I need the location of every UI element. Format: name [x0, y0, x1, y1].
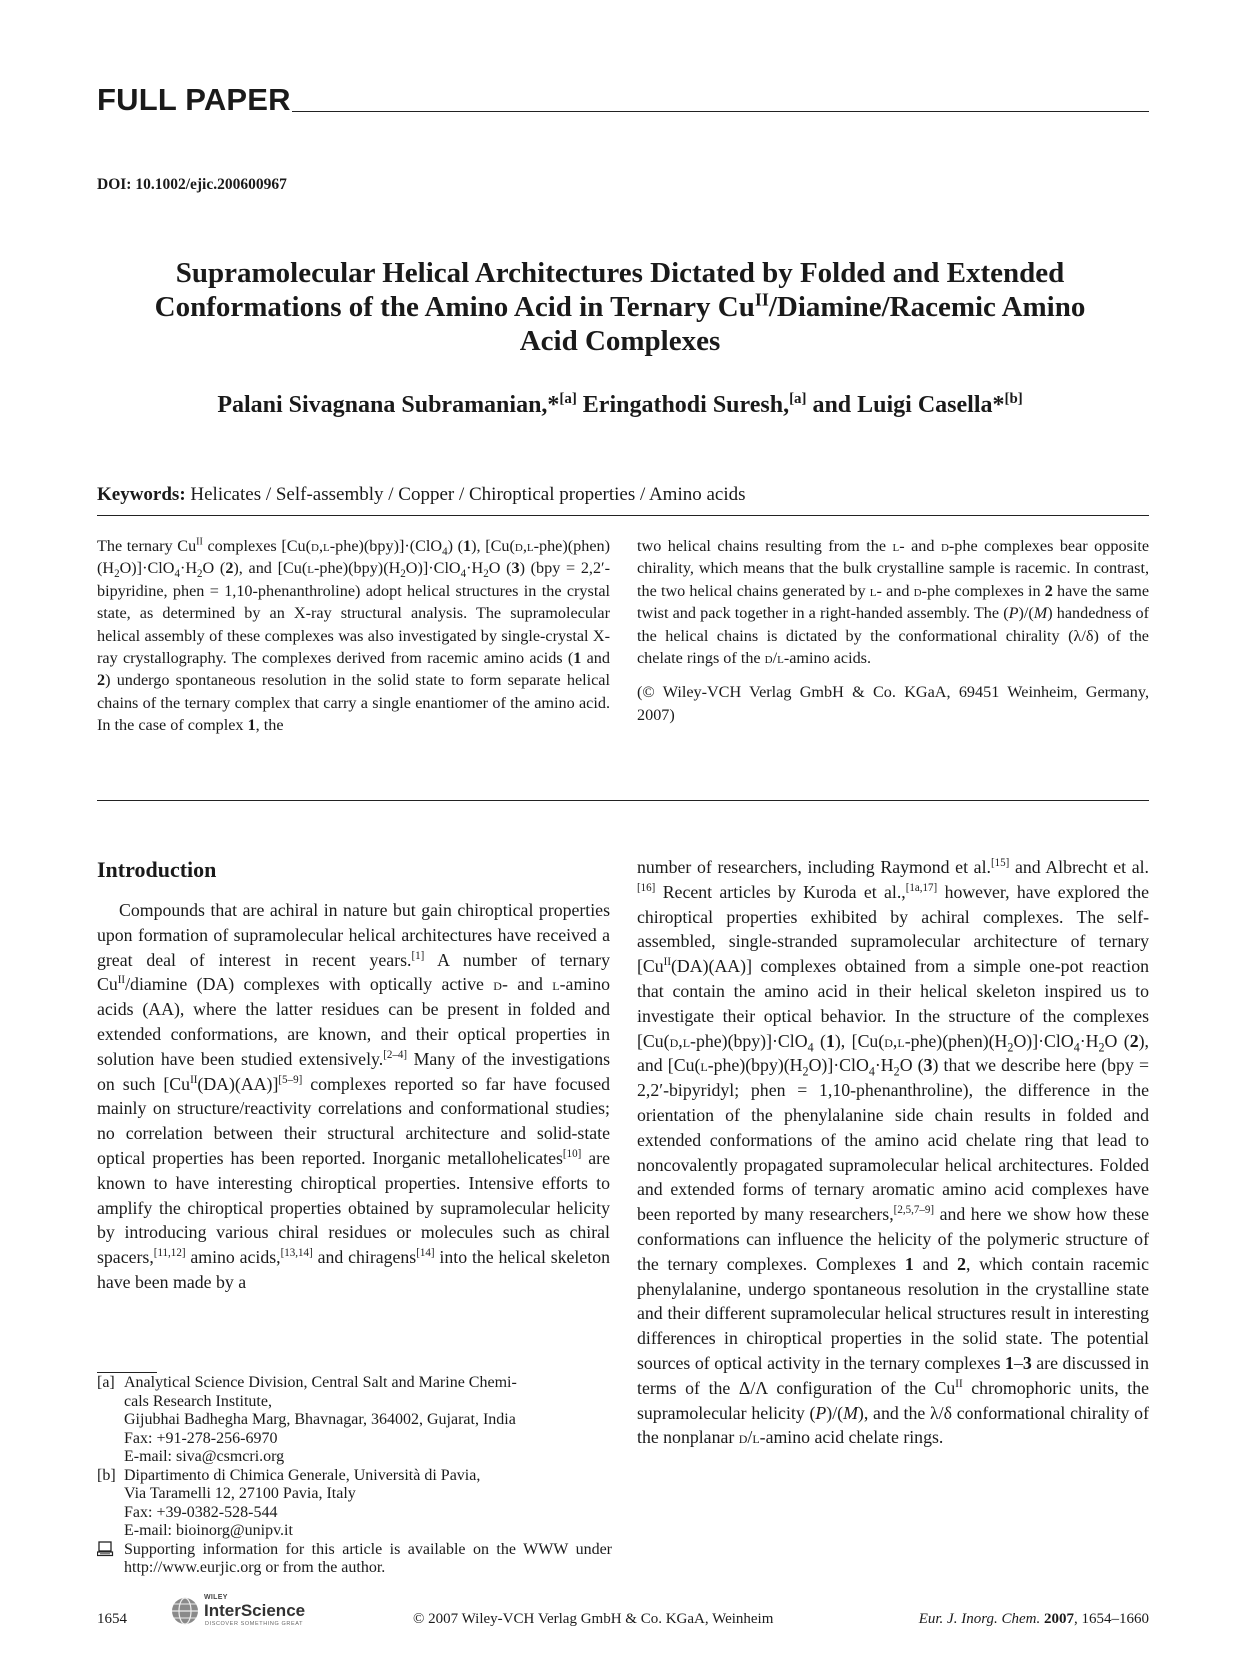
- journal-citation: Eur. J. Inorg. Chem. 2007, 1654–1660: [918, 1611, 1149, 1627]
- section-heading-introduction: Introduction: [97, 857, 217, 882]
- globe-icon: [170, 1596, 200, 1626]
- paper-title: [100, 256, 1140, 358]
- author-list: Palani Sivagnana Subramanian,*[a] Eringathodi Suresh,[a] and Luigi Casella*[b]: [217, 391, 1023, 418]
- abstract-paragraph: The ternary $Cu^{II}$ complexes [Cu(d,l-phe)(bpy)]·(ClO$_4$) (1), $[Cu(d,l-phe)(phen)(H_2O)]\cdot ClO_4\cdot H_2O$ (2), and $[Cu(l-phe)(bpy)(H_2O)]\cdot ClO_4\cdot H_2O$ (3) (bpy = 2,2′-bipyridine, phen = 1,10-phenanthroline) adopt helical structures in the crystal state, as determined by an X-ray structural analysis. The supramolecular helical assembly of these complexes was also investigated by single-crystal X-ray crystallography. The complexes derived from racemic amino acids (1 and 2) undergo spontaneous resolution in the solid state to form separate helical chains of the ternary complex that carry a single enantiomer of the amino acid. In the case of complex 1, the: [97, 536, 611, 735]
- footnote-rule: [97, 1372, 157, 1373]
- abstract-left-column: [97, 535, 610, 737]
- keywords-rule: [97, 515, 1149, 516]
- doi: DOI: 10.1002/ejic.200600967: [97, 176, 287, 193]
- header-rule: [292, 111, 1149, 112]
- intro-right-column: [637, 855, 1149, 1450]
- author-3: and Luigi Casella*: [806, 392, 1005, 418]
- footer-copyright: © 2007 Wiley-VCH Verlag GmbH & Co. KGaA, Weinheim: [413, 1611, 774, 1627]
- author-2: Eringathodi Suresh,: [576, 392, 790, 418]
- keywords: [97, 484, 746, 506]
- abstract-right-column: [637, 535, 1149, 726]
- section-label: FULL PAPER: [97, 82, 291, 117]
- intro-left-column: [97, 898, 610, 1295]
- abstract-rule: [97, 800, 1149, 801]
- title-line-2: Conformations of the Amino Acid in Ternary $Cu^{II}/Diamine$/Racemic Amino: [154, 289, 1086, 323]
- footnote-b: [b] Dipartimento di Chimica Generale, Università di Pavia, Via Taramelli 12, 27100 Pavia, Italy Fax: +39-0382-528-544 E-mail: bioinorg@unipv.it: [97, 1466, 481, 1539]
- intro-paragraph: Compounds that are achiral in nature but gain chiroptical properties upon formation of supramolecular helical architectures have received a great deal of interest in recent years.[1] A number of ternary $Cu^{II}$/diamine (DA) complexes with optically active d- and l-amino acids (AA), where the latter residues can be present in folded and extended conformations, are known, and their optical properties in solution have been studied extensively.[2–4] Many of the investigations on such $[Cu^{II}(DA)(AA)][5-9]$ complexes reported so far have focused mainly on structure/reactivity correlations and conformational studies; no correlation between their structural architecture and solid-state optical properties has been reported. Inorganic metallohelicates[10] are known to have interesting chiroptical properties. Intensive efforts to amplify the chiroptical properties obtained by supramolecular helicity by introducing various chiral residues or molecules such as chiral spacers,[11,12] amino acids,[13,14] and chiragens[14] into the helical skeleton have been made by a: [97, 900, 610, 1292]
- footnote-a: [a] Analytical Science Division, Central Salt and Marine Chemi- cals Research Institute, Gijubhai Badhegha Marg, Bhavnagar, 364002, Gujarat, India Fax: +91-278-256-6970 E-mail: siva@csmcri.org: [97, 1374, 517, 1465]
- abstract-paragraph-cont: two helical chains resulting from the l- and d-phe complexes bear opposite chirality, which means that the bulk crystalline sample is racemic. In contrast, the two helical chains generated by l- and d-phe complexes in 2 have the same twist and pack together in a right-handed assembly. The (P)/(M) handedness of the helical chains is dictated by the conformational chirality (λ/δ) of the chelate rings of the d/l-amino acids.: [637, 537, 1150, 668]
- footnotes: [97, 1374, 612, 1578]
- author-1: Palani Sivagnana Subramanian,*: [217, 392, 560, 418]
- page-number: 1654: [97, 1611, 127, 1627]
- keywords-list: Helicates / Self-assembly / Copper / Chiroptical properties / Amino acids: [185, 484, 746, 505]
- abstract-copyright: (© Wiley-VCH Verlag GmbH & Co. KGaA, 69451 Weinheim, Germany, 2007): [637, 683, 1149, 724]
- title-line-1: Supramolecular Helical Architectures Dictated by Folded and Extended: [175, 257, 1065, 289]
- intro-paragraph-cont: number of researchers, including Raymond et al.[15] and Albrecht et al.[16] Recent articles by Kuroda et al.,[1a,17] however, have explored the chiroptical properties exhibited by achiral complexes. The self-assembled, single-stranded supramolecular architecture of ternary $[Cu^{II}(DA)(AA)]$ complexes obtained from a simple one-pot reaction that contain the amino acid in their helical skeleton inspired us to investigate their optical behavior. In the structure of the complexes [Cu(d,l-phe)(bpy)]·ClO$_4$ (1), $[Cu(d,l-phe)(phen)(H_2O)]\cdot ClO_4\cdot H_2O$ (2), and $[Cu(l-phe)(bpy)(H_2O)]\cdot ClO_4\cdot H_2O$ (3) that we describe here (bpy = 2,2′-bipyridyl; phen = 1,10-phenanthroline), the difference in the orientation of the phenylalanine side chain results in folded and extended conformations of the amino acid chelate ring that lead to noncovalently propagated supramolecular helical architectures. Folded and extended forms of ternary aromatic amino acid complexes have been reported by many researchers,[2,5,7–9] and here we show how these conformations can influence the helicity of the polymeric structure of the ternary complexes. Complexes 1 and 2, which contain racemic phenylalanine, undergo spontaneous resolution in the crystalline state and their different supramolecular helical structures result in interesting differences in chiroptical properties in the solid state. The potential sources of optical activity in the ternary complexes 1–3 are discussed in terms of the Δ/Λ configuration of the $Cu^{II}$ chromophoric units, the supramolecular helicity (P)/(M), and the λ/δ conformational chirality of the nonplanar d/l-amino acid chelate rings.: [637, 857, 1150, 1448]
- computer-icon: [97, 1541, 114, 1563]
- title-line-3: Acid Complexes: [519, 325, 721, 357]
- interscience-logo: WILEY InterScience DISCOVER SOMETHING GREAT: [170, 1593, 340, 1633]
- footnote-supporting-info: Supporting information for this article is available on the WWW under http://www.eurjic.org or from the author.: [97, 1541, 612, 1578]
- keywords-label: Keywords:: [97, 484, 186, 505]
